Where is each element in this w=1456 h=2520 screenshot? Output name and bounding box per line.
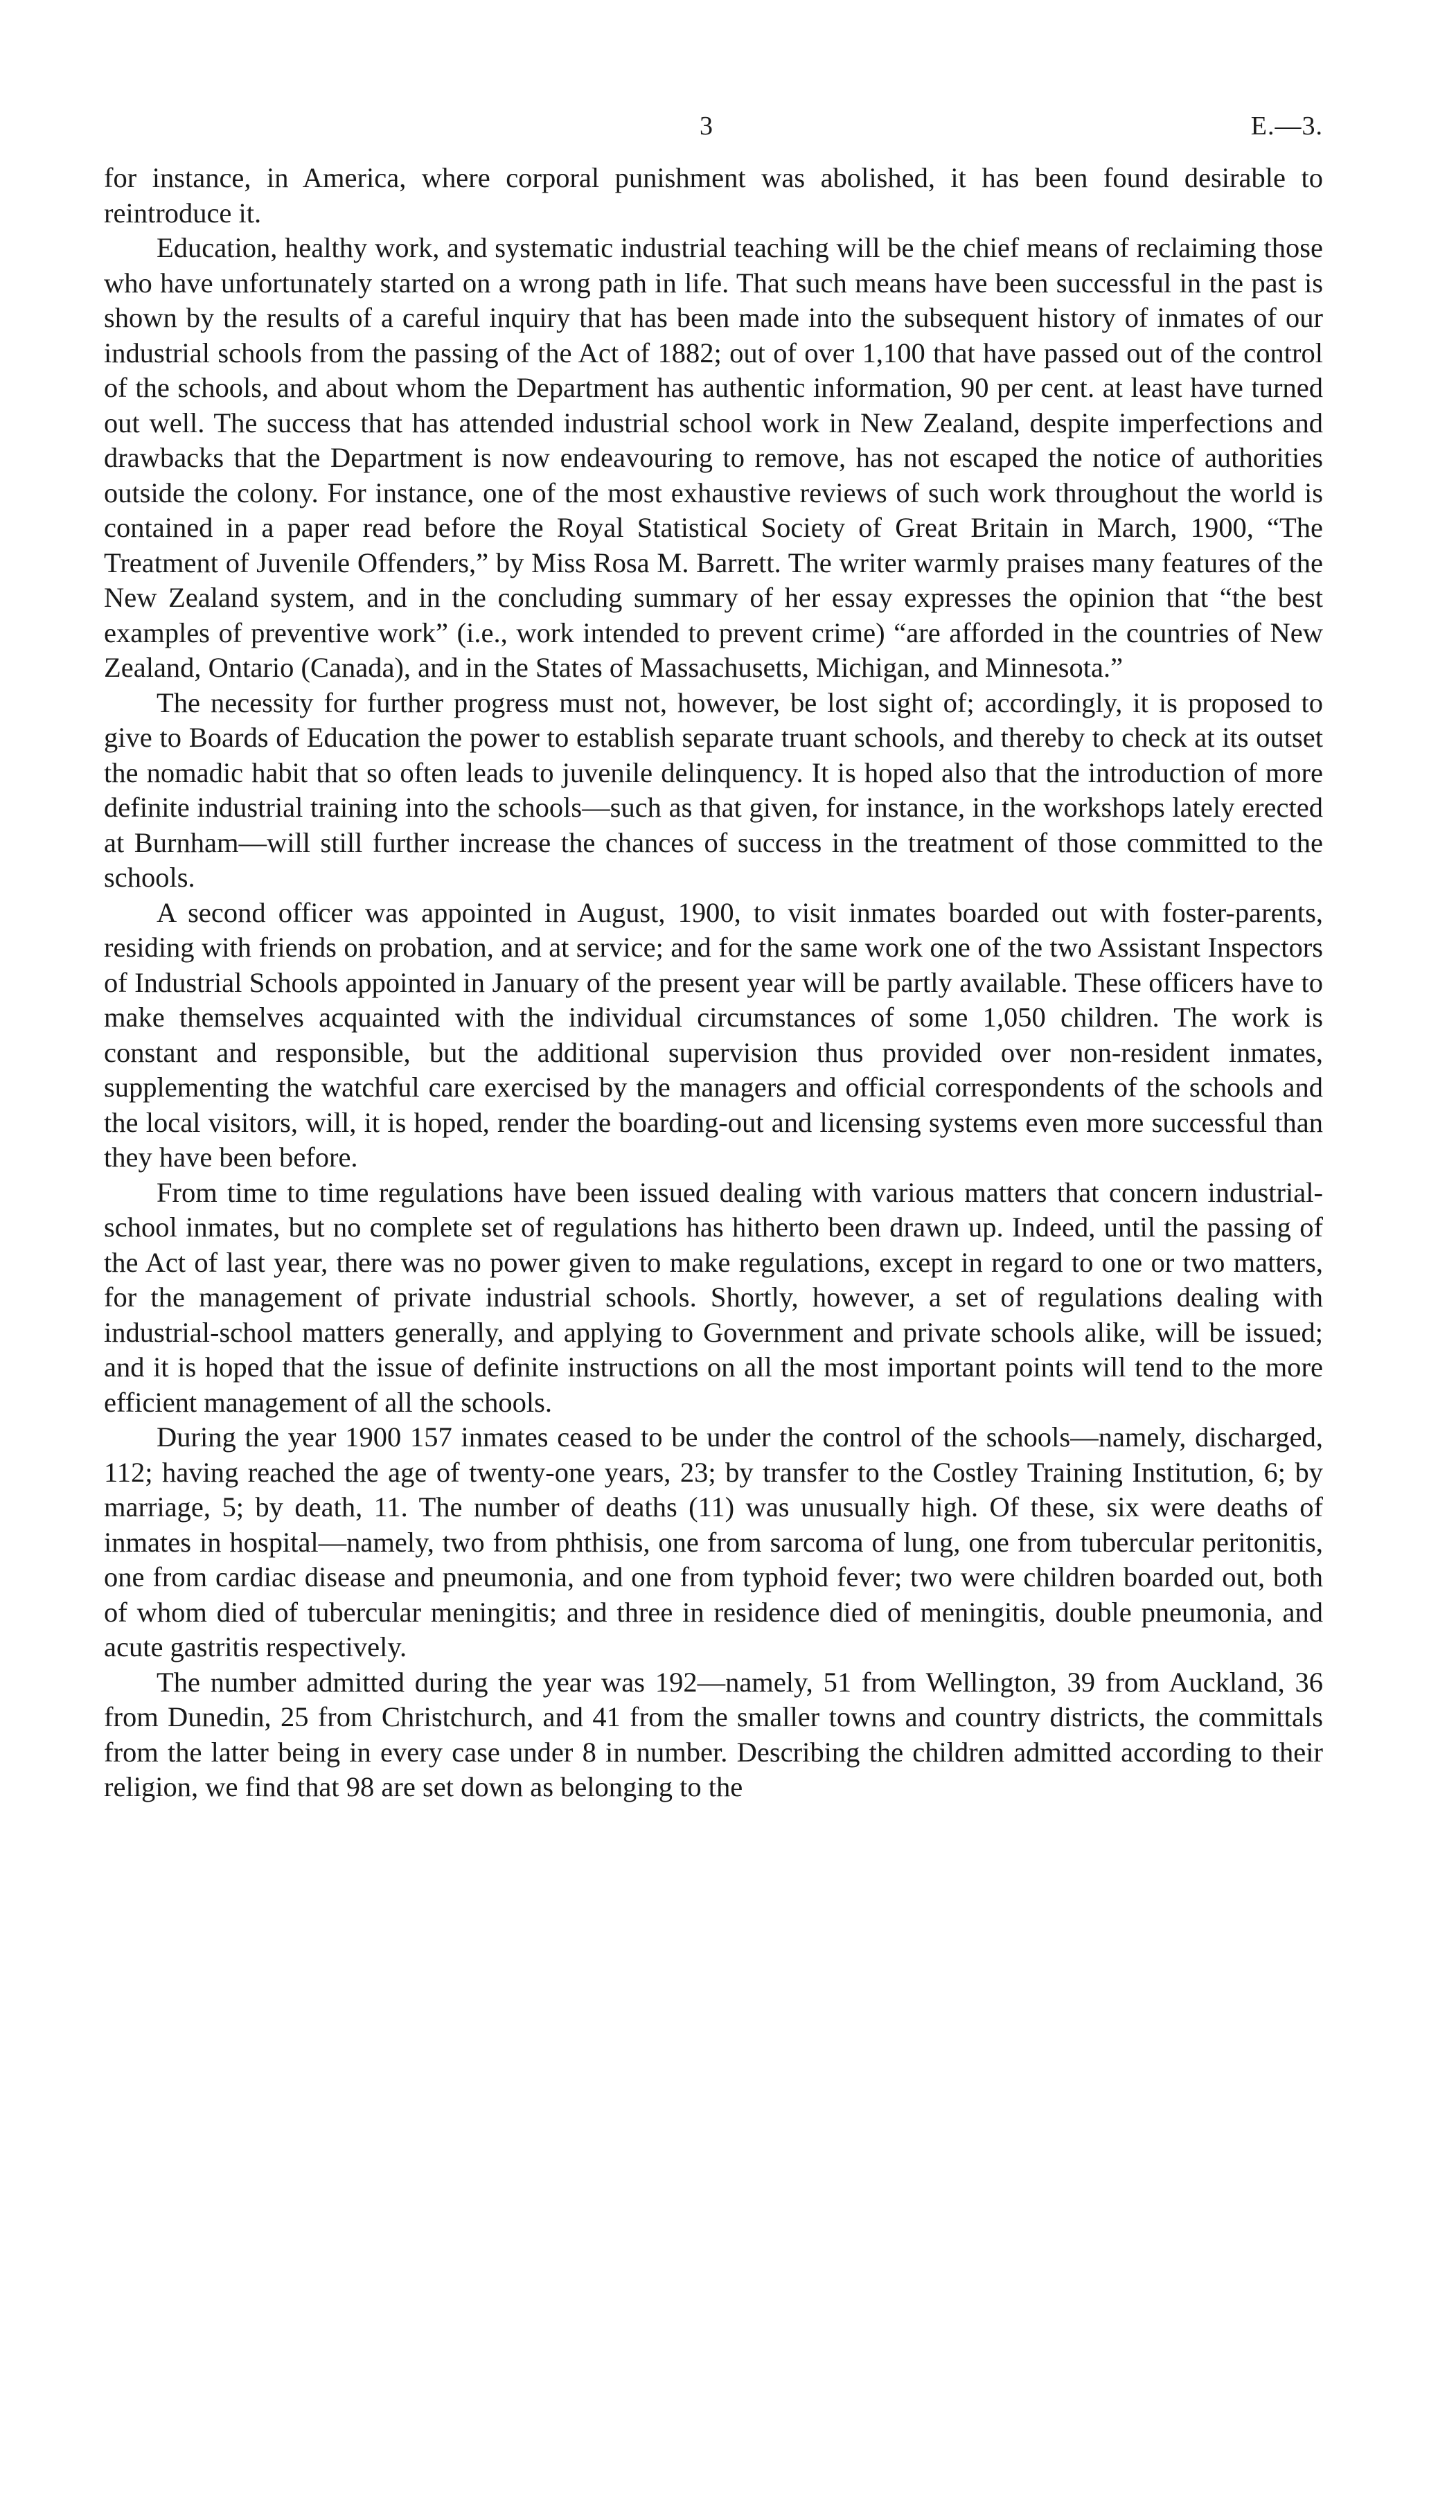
page-header <box>104 111 1323 152</box>
paragraph-regulations: From time to time regulations have been issued dealing with various matters that concern industrial-school inmates, but no complete set of regulations has hitherto been drawn up. Indeed, until the passing of the Act of last year, there was no power given to make regulations, except in regard to one or two matters, for the management of private industrial schools. Shortly, however, a set of regulations dealing with industrial-school matters generally, and applying to Government and private schools alike, will be issued; and it is hoped that the issue of definite instructions on all the most important points will tend to the more efficient management of all the schools. <box>104 1176 1323 1418</box>
document-page <box>104 111 1323 1805</box>
paragraph-education: Education, healthy work, and systematic industrial teaching will be the chief means of reclaiming those who have unfortunately started on a wrong path in life. That such means have been successful in the past is shown by the results of a careful inquiry that has been made into the subsequent history of inmates of our industrial schools from the passing of the Act of 1882; out of over 1,100 that have passed out of the control of the schools, and about whom the Department has authentic information, 90 per cent. at least have turned out well. The success that has attended industrial school work in New Zealand, despite imperfections and drawbacks that the Department is now endeavouring to remove, has not escaped the notice of authorities outside the colony. For instance, one of the most exhaustive reviews of such work throughout the world is contained in a paper read before the Royal Statistical Society of Great Britain in March, 1900, “The Treatment of Juvenile Offenders,” by Miss Rosa M. Barrett. The writer warmly praises many features of the New Zealand system, and in the concluding summary of her essay expresses the opinion that “the best examples of preventive work” (i.e., work intended to prevent crime) “are afforded in the countries of New Zealand, Ontario (Canada), and in the States of Massachusetts, Michigan, and Minnesota.” <box>104 232 1323 683</box>
paragraph-second-officer: A second officer was appointed in August, 1900, to visit inmates boarded out with foster-parents, residing with friends on probation, and at service; and for the same work one of the two Assistant Inspectors of Industrial Schools appointed in January of the present year will be partly available. These officers have to make themselves acquainted with the individual circumstances of some 1,050 children. The work is constant and responsible, but the additional supervision thus provided over non-resident inmates, supplementing the watchful care exercised by the managers and official correspondents of the schools and the local visitors, will, it is hoped, render the boarding-out and licensing systems even more successful than they have been before. <box>104 896 1323 1173</box>
body-text <box>104 161 1323 1805</box>
paragraph-admitted: The number admitted during the year was 192—namely, 51 from Wellington, 39 from Auckland, 36 from Dunedin, 25 from Christchurch, and 41 from the smaller towns and country districts, the committals from the latter being in every case under 8 in number. Describing the children admitted according to their religion, we find that 98 are set down as belonging to the <box>104 1666 1323 1802</box>
paragraph-inmates-ceased: During the year 1900 157 inmates ceased to be under the control of the schools—namely, discharged, 112; having reached the age of twenty-one years, 23; by transfer to the Costley Training Institution, 6; by marriage, 5; by death, 11. The number of deaths (11) was unusually high. Of these, six were deaths of inmates in hospital—namely, two from phthisis, one from sarcoma of lung, one from tubercular peritonitis, one from cardiac disease and pneumonia, and one from typhoid fever; two were children boarded out, both of whom died of tubercular meningitis; and three in residence died of meningitis, double pneumonia, and acute gastritis respectively. <box>104 1421 1323 1662</box>
document-reference: E.—3. <box>1250 112 1323 141</box>
page-number: 3 <box>700 112 713 141</box>
paragraph-continuation: for instance, in America, where corporal punishment was abolished, it has been found desirable to reintroduce it. <box>104 162 1323 229</box>
paragraph-progress: The necessity for further progress must not, however, be lost sight of; accordingly, it is proposed to give to Boards of Education the power to establish separate truant schools, and thereby to check at its outset the nomadic habit that so often leads to juvenile delinquency. It is hoped also that the introduction of more definite industrial training into the schools—such as that given, for instance, in the workshops lately erected at Burnham—will still further increase the chances of success in the treatment of those committed to the schools. <box>104 686 1323 893</box>
